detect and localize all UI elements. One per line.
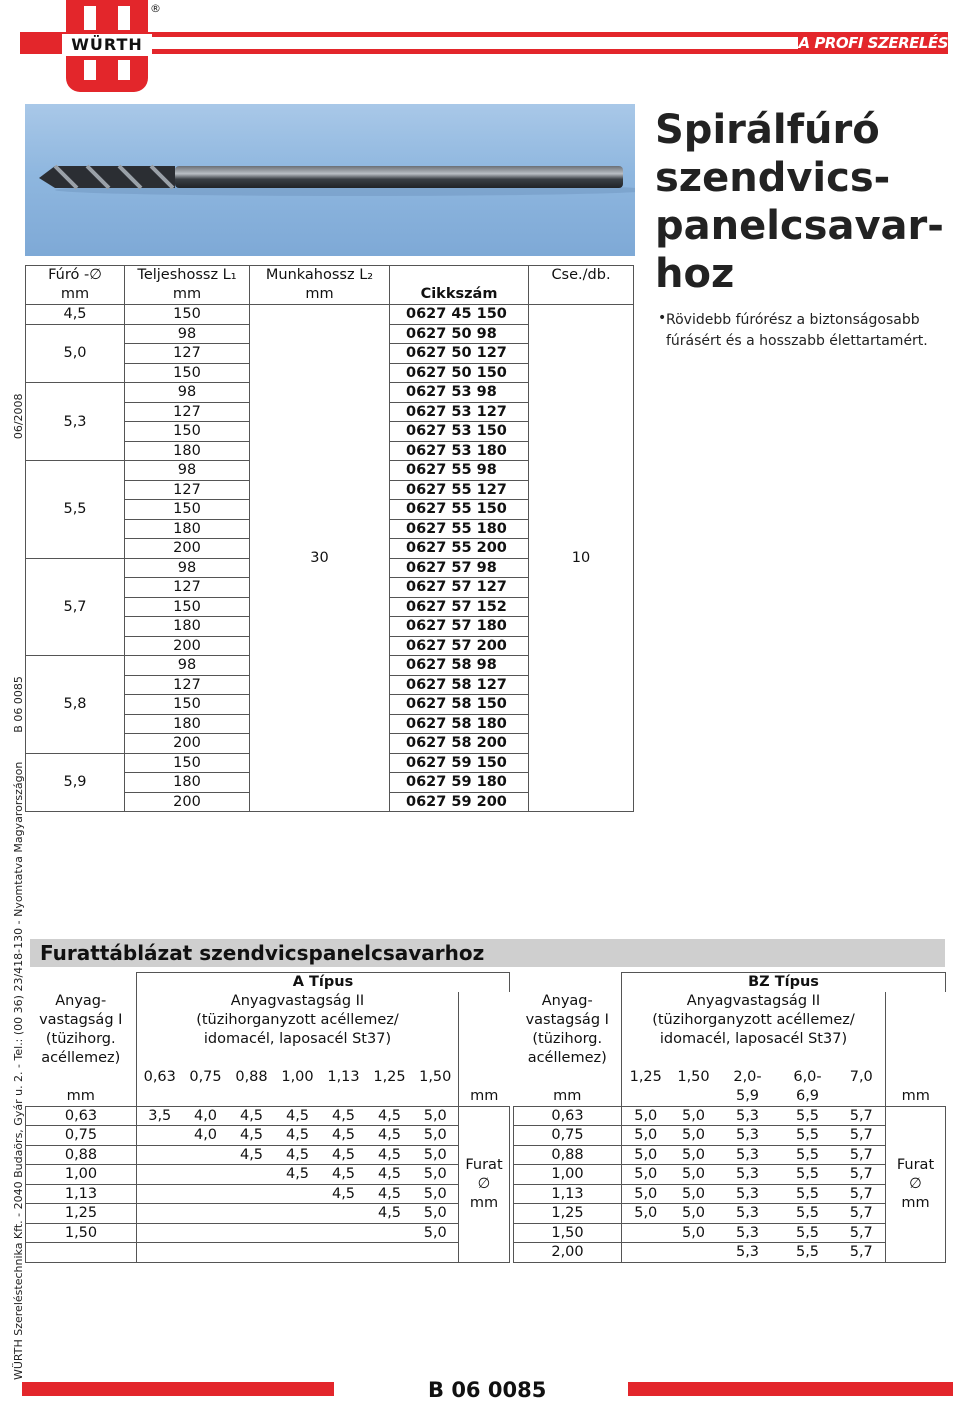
thickness-column: 1,13 [327, 1068, 360, 1085]
hole-value [137, 1126, 183, 1146]
hole-label-line: ∅ [909, 1175, 922, 1192]
material-line: (tüzihorg. [45, 1030, 116, 1047]
article-number: 0627 50 127 [390, 344, 529, 364]
table-row [26, 305, 634, 325]
hole-value [183, 1165, 229, 1185]
hole-value: 5,0 [622, 1184, 670, 1204]
column-header [125, 266, 250, 305]
hole-value: 4,5 [229, 1106, 275, 1126]
hole-value: 4,5 [321, 1106, 367, 1126]
article-number: 0627 55 200 [390, 539, 529, 559]
article-number: 0627 57 98 [390, 558, 529, 578]
hole-value: 4,5 [229, 1126, 275, 1146]
hole-value: 5,5 [778, 1106, 838, 1126]
type-label: BZ Típus [622, 973, 946, 992]
hole-value: 5,7 [838, 1184, 886, 1204]
pack-quantity: 10 [529, 305, 634, 812]
hole-value: 4,5 [275, 1106, 321, 1126]
hole-value [183, 1243, 229, 1263]
hole-value [229, 1165, 275, 1185]
hole-value [321, 1223, 367, 1243]
table-row [26, 1106, 510, 1126]
hole-value [275, 1223, 321, 1243]
hole-value: 5,7 [838, 1204, 886, 1224]
hole-value [183, 1145, 229, 1165]
hole-value [321, 1243, 367, 1263]
table-row [26, 1184, 510, 1204]
hole-label-line: mm [901, 1194, 930, 1211]
hole-value [137, 1223, 183, 1243]
article-number: 0627 50 98 [390, 324, 529, 344]
hole-spacer [459, 992, 510, 1068]
hole-value [229, 1204, 275, 1224]
hole-value [321, 1204, 367, 1224]
article-number: 0627 50 150 [390, 363, 529, 383]
header-unit: mm [172, 286, 202, 302]
bore-table-a [25, 972, 510, 1263]
material-value: 0,63 [26, 1106, 137, 1126]
type-row [514, 973, 946, 992]
article-number: 0627 55 127 [390, 480, 529, 500]
total-length: 180 [125, 714, 250, 734]
total-length: 150 [125, 695, 250, 715]
hole-label-line: mm [469, 1194, 499, 1211]
hole-value: 5,5 [778, 1223, 838, 1243]
header-article: Cikkszám [390, 266, 529, 305]
article-number: 0627 57 152 [390, 597, 529, 617]
footer-red-bar-left [22, 1382, 334, 1396]
hole-value: 5,3 [718, 1184, 778, 1204]
hole-value: 5,7 [838, 1223, 886, 1243]
hole-diameter-label [886, 1106, 946, 1262]
hole-value: 5,0 [413, 1165, 459, 1185]
hole-value: 4,5 [321, 1145, 367, 1165]
hole-value: 5,0 [413, 1126, 459, 1146]
hole-value: 5,3 [718, 1223, 778, 1243]
hole-value: 5,7 [838, 1145, 886, 1165]
drill-diameter: 5,8 [26, 656, 125, 754]
total-length: 200 [125, 792, 250, 812]
article-number: 0627 53 127 [390, 402, 529, 422]
table-row [514, 1184, 946, 1204]
material-line: (tüzihorganyzott acéllemez/ [652, 1011, 855, 1028]
hole-value: 5,3 [718, 1145, 778, 1165]
hole-value: 5,7 [838, 1106, 886, 1126]
table-row [514, 1106, 946, 1126]
type-row [26, 973, 510, 992]
table-row [514, 1165, 946, 1185]
hole-diameter-label [459, 1106, 510, 1262]
spacer [514, 973, 622, 992]
material-value: 1,13 [514, 1184, 622, 1204]
column-label: 6,9 [795, 1087, 820, 1104]
table-row [514, 1223, 946, 1243]
hole-value [275, 1204, 321, 1224]
product-table [25, 265, 634, 812]
side-company: WÜRTH Szereléstechnika Kft. - 2040 Budaörs, Gyár u. 2. - Tel.: (00 36) 23/418-130 - Nyomtatva Magyarországon [12, 761, 25, 1380]
total-length: 127 [125, 480, 250, 500]
hole-value [367, 1243, 413, 1263]
table-row [26, 1165, 510, 1185]
article-number: 0627 53 180 [390, 441, 529, 461]
page-title: Spirálfúró szendvics- panelcsavar- hoz [655, 107, 944, 297]
hole-value: 5,5 [778, 1145, 838, 1165]
total-length: 127 [125, 675, 250, 695]
total-length: 98 [125, 324, 250, 344]
table-row [514, 1204, 946, 1224]
hole-value [137, 1165, 183, 1185]
side-date: 06/2008 [12, 393, 25, 440]
article-number: 0627 57 180 [390, 617, 529, 637]
hole-value: 5,0 [622, 1126, 670, 1146]
hole-value: 5,0 [670, 1145, 718, 1165]
total-length: 200 [125, 539, 250, 559]
thickness-column: 0,75 [189, 1068, 222, 1085]
material-line: idomacél, laposacél St37) [659, 1030, 848, 1047]
total-length: 127 [125, 578, 250, 598]
unit-label: mm [459, 1068, 510, 1107]
drill-diameter: 5,7 [26, 558, 125, 656]
product-table-header [26, 266, 634, 305]
hole-value [275, 1184, 321, 1204]
type-label: A Típus [137, 973, 510, 992]
material-value: 1,00 [26, 1165, 137, 1185]
thickness-column: 1,25 [373, 1068, 406, 1085]
drill-bit-icon [25, 104, 635, 256]
footer-red-bar-right [628, 1382, 953, 1396]
article-number: 0627 53 98 [390, 383, 529, 403]
material-value: 1,50 [514, 1223, 622, 1243]
thickness-column [778, 1068, 838, 1107]
hole-value: 5,5 [778, 1243, 838, 1263]
article-number: 0627 45 150 [390, 305, 529, 325]
spacer [26, 973, 137, 992]
article-number: 0627 58 98 [390, 656, 529, 676]
hole-value: 4,5 [321, 1126, 367, 1146]
hole-value: 4,5 [275, 1145, 321, 1165]
material-value: 2,00 [514, 1243, 622, 1263]
header-total-length: Teljeshossz L₁ [137, 267, 237, 283]
hole-value [670, 1243, 718, 1263]
material-thickness-2 [622, 992, 886, 1068]
hole-value: 5,0 [413, 1145, 459, 1165]
article-number: 0627 55 150 [390, 500, 529, 520]
total-length: 150 [125, 597, 250, 617]
hole-value: 5,0 [622, 1106, 670, 1126]
table-row [514, 1145, 946, 1165]
total-length: 180 [125, 617, 250, 637]
material-value: 1,00 [514, 1165, 622, 1185]
total-length: 150 [125, 422, 250, 442]
total-length: 200 [125, 636, 250, 656]
hole-value: 5,3 [718, 1126, 778, 1146]
thickness-column [838, 1068, 886, 1107]
column-header-row [514, 1068, 946, 1107]
material-thickness-1 [26, 992, 137, 1068]
material-value: 0,63 [514, 1106, 622, 1126]
header-work-length: Munkahossz L₂ [265, 267, 374, 283]
hole-value: 5,3 [718, 1204, 778, 1224]
hole-value [275, 1243, 321, 1263]
total-length: 98 [125, 656, 250, 676]
material-row [26, 992, 510, 1068]
logo-wordmark: WÜRTH [62, 34, 152, 56]
hole-value: 5,0 [622, 1204, 670, 1224]
hole-value [229, 1243, 275, 1263]
thickness-column [718, 1068, 778, 1107]
hole-value: 4,5 [275, 1165, 321, 1185]
hole-value: 5,0 [622, 1165, 670, 1185]
hole-value: 5,0 [413, 1106, 459, 1126]
article-number: 0627 59 180 [390, 773, 529, 793]
total-length: 98 [125, 558, 250, 578]
hole-value [229, 1184, 275, 1204]
unit-label: mm [886, 1068, 946, 1107]
material-value: 0,88 [26, 1145, 137, 1165]
drill-diameter: 5,5 [26, 461, 125, 559]
hole-value: 5,0 [413, 1184, 459, 1204]
material-thickness-1 [514, 992, 622, 1068]
hole-value: 4,5 [367, 1106, 413, 1126]
registered-mark: ® [150, 2, 161, 15]
thickness-column [622, 1068, 670, 1107]
product-description: Rövidebb fúrórész a biztonságosabb fúrásért és a hosszabb élettartamért. [666, 312, 928, 349]
material-line: acéllemez) [41, 1049, 121, 1066]
unit-label: mm [26, 1068, 137, 1107]
total-length: 150 [125, 363, 250, 383]
hole-value: 5,0 [670, 1126, 718, 1146]
column-label: 2,0- [733, 1068, 762, 1085]
total-length: 150 [125, 753, 250, 773]
material-value: 1,25 [26, 1204, 137, 1224]
hole-value: 5,0 [670, 1223, 718, 1243]
section-title: Furattáblázat szendvicspanelcsavarhoz [40, 941, 485, 965]
hole-value [137, 1184, 183, 1204]
hole-value: 5,3 [718, 1243, 778, 1263]
total-length: 180 [125, 773, 250, 793]
hole-value: 5,0 [670, 1204, 718, 1224]
drill-diameter: 5,3 [26, 383, 125, 461]
hole-value: 3,5 [137, 1106, 183, 1126]
hole-value: 5,5 [778, 1165, 838, 1185]
hole-value [622, 1223, 670, 1243]
material-value: 0,75 [26, 1126, 137, 1146]
article-number: 0627 53 150 [390, 422, 529, 442]
article-number: 0627 57 127 [390, 578, 529, 598]
hole-value: 4,5 [367, 1145, 413, 1165]
total-length: 150 [125, 500, 250, 520]
work-length: 30 [250, 305, 390, 812]
thickness-column: 1,00 [281, 1068, 314, 1085]
hole-value: 5,0 [413, 1204, 459, 1224]
article-number: 0627 58 200 [390, 734, 529, 754]
hole-value: 4,5 [275, 1126, 321, 1146]
column-label: 1,50 [677, 1068, 710, 1085]
hole-value: 5,5 [778, 1184, 838, 1204]
hole-value: 5,0 [413, 1223, 459, 1243]
hole-value: 4,5 [321, 1184, 367, 1204]
thickness-column [670, 1068, 718, 1107]
side-imprint [12, 390, 25, 1380]
material-value: 1,13 [26, 1184, 137, 1204]
drill-diameter: 4,5 [26, 305, 125, 325]
drill-diameter: 5,0 [26, 324, 125, 383]
material-value [26, 1243, 137, 1263]
table-row [26, 1243, 510, 1263]
total-length: 200 [125, 734, 250, 754]
hole-spacer [886, 992, 946, 1068]
hole-value [137, 1204, 183, 1224]
hole-value [137, 1243, 183, 1263]
article-number: 0627 55 98 [390, 461, 529, 481]
product-photo [25, 104, 635, 256]
hole-value: 4,5 [367, 1126, 413, 1146]
material-line: (tüzihorganyzott acéllemez/ [196, 1011, 399, 1028]
material-value: 1,50 [26, 1223, 137, 1243]
hole-value: 4,0 [183, 1126, 229, 1146]
column-label: 6,0- [793, 1068, 822, 1085]
article-number: 0627 58 150 [390, 695, 529, 715]
thickness-column: 1,50 [419, 1068, 452, 1085]
material-row [514, 992, 946, 1068]
table-row [26, 1223, 510, 1243]
hole-value [183, 1204, 229, 1224]
hole-label-line: ∅ [477, 1175, 491, 1192]
hole-value: 5,0 [622, 1145, 670, 1165]
material-line: idomacél, laposacél St37) [203, 1030, 392, 1047]
column-header [26, 266, 125, 305]
material-line: vastagság I [525, 1011, 609, 1028]
material-value: 0,75 [514, 1126, 622, 1146]
hole-value: 5,0 [670, 1184, 718, 1204]
hole-value: 5,0 [670, 1106, 718, 1126]
hole-value [137, 1145, 183, 1165]
material-line: Anyagvastagság II [230, 992, 365, 1009]
material-value: 1,25 [514, 1204, 622, 1224]
total-length: 127 [125, 344, 250, 364]
material-line: Anyag- [55, 992, 107, 1009]
hole-value: 5,5 [778, 1126, 838, 1146]
total-length: 127 [125, 402, 250, 422]
hole-value: 5,3 [718, 1106, 778, 1126]
thickness-column: 0,88 [235, 1068, 268, 1085]
unit-label: mm [514, 1068, 622, 1107]
hole-value: 4,5 [321, 1165, 367, 1185]
column-label: 1,25 [629, 1068, 662, 1085]
hole-value [183, 1184, 229, 1204]
hole-label-line: Furat [465, 1156, 503, 1173]
header-slogan: A PROFI SZERELÉS [798, 34, 948, 52]
header-drill-diameter: Fúró -∅ [48, 267, 102, 283]
drill-diameter: 5,9 [26, 753, 125, 812]
material-line: (tüzihorg. [532, 1030, 603, 1047]
material-line: Anyagvastagság II [686, 992, 821, 1009]
hole-value: 5,5 [778, 1204, 838, 1224]
total-length: 98 [125, 461, 250, 481]
table-row [26, 1126, 510, 1146]
hole-label-line: Furat [896, 1156, 935, 1173]
table-row [26, 1204, 510, 1224]
hole-value [183, 1223, 229, 1243]
hole-value: 5,0 [670, 1165, 718, 1185]
bullet-icon: • [658, 310, 667, 326]
hole-value: 4,5 [367, 1184, 413, 1204]
article-number: 0627 59 150 [390, 753, 529, 773]
bore-table-bz [513, 972, 946, 1263]
material-line: acéllemez) [527, 1049, 607, 1066]
header-unit: mm [305, 286, 334, 302]
hole-value [367, 1223, 413, 1243]
hole-value [413, 1243, 459, 1263]
article-number: 0627 55 180 [390, 519, 529, 539]
table-row [514, 1243, 946, 1263]
table-row [514, 1126, 946, 1146]
hole-value: 4,5 [229, 1145, 275, 1165]
hole-value: 4,5 [367, 1165, 413, 1185]
footer-code: B 06 0085 [428, 1378, 547, 1402]
header-unit: mm [60, 286, 90, 302]
hole-value: 5,7 [838, 1126, 886, 1146]
column-label: 5,9 [735, 1087, 760, 1104]
article-number: 0627 57 200 [390, 636, 529, 656]
column-label: 7,0 [849, 1068, 873, 1085]
total-length: 180 [125, 519, 250, 539]
total-length: 150 [125, 305, 250, 325]
material-thickness-2 [137, 992, 459, 1068]
article-number: 0627 58 180 [390, 714, 529, 734]
side-code: B 06 0085 [12, 676, 25, 733]
hole-value [229, 1223, 275, 1243]
header-pack: Cse./db. [529, 266, 634, 305]
article-number: 0627 58 127 [390, 675, 529, 695]
total-length: 98 [125, 383, 250, 403]
total-length: 180 [125, 441, 250, 461]
hole-value: 4,0 [183, 1106, 229, 1126]
column-header-row [26, 1068, 510, 1107]
thickness-column: 0,63 [143, 1068, 176, 1085]
hole-value: 5,7 [838, 1165, 886, 1185]
hole-value [622, 1243, 670, 1263]
table-row [26, 1145, 510, 1165]
hole-value: 4,5 [367, 1204, 413, 1224]
hole-value: 5,3 [718, 1165, 778, 1185]
header-band-inner [148, 37, 798, 49]
material-line: vastagság I [39, 1011, 123, 1028]
column-header [250, 266, 390, 305]
material-value: 0,88 [514, 1145, 622, 1165]
hole-value: 5,7 [838, 1243, 886, 1263]
material-line: Anyag- [541, 992, 593, 1009]
article-number: 0627 59 200 [390, 792, 529, 812]
